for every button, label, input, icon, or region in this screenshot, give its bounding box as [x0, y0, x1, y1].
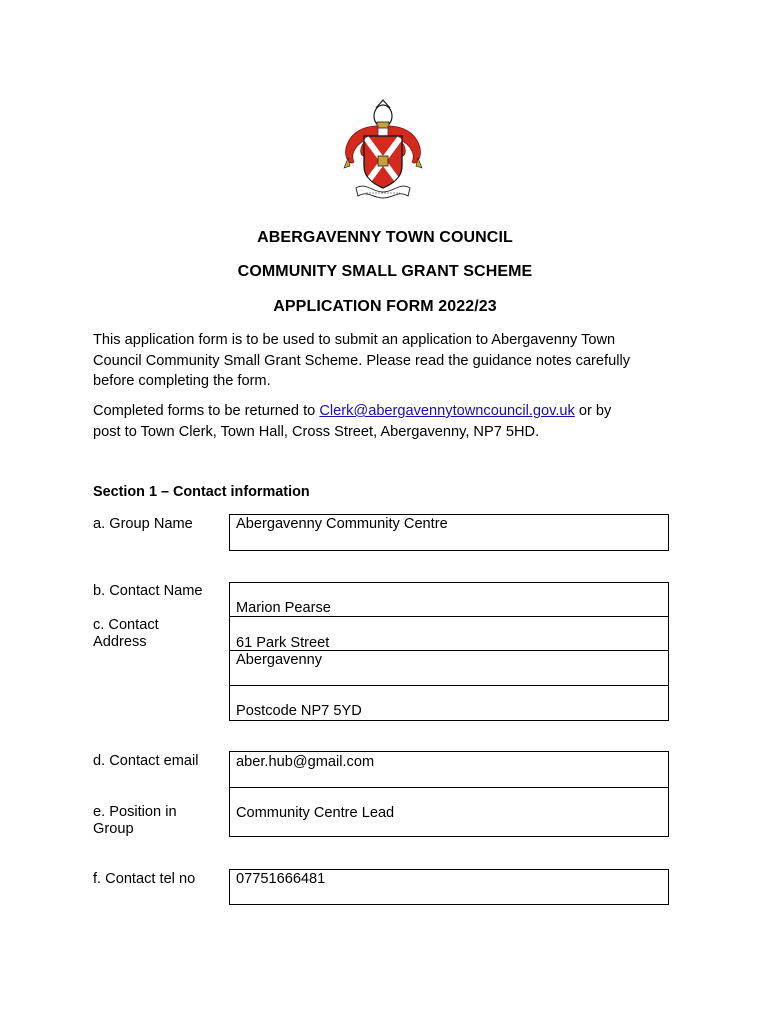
group-name-value: Abergavenny Community Centre: [236, 516, 448, 532]
clerk-email-link[interactable]: Clerk@abergavennytowncouncil.gov.uk: [319, 403, 575, 419]
return-paragraph: [93, 401, 683, 442]
intro-line: Council Community Small Grant Scheme. Please read the guidance notes carefully: [93, 352, 630, 369]
contact-name-label: b. Contact Name: [93, 583, 203, 599]
position-label-line: Group: [93, 821, 134, 837]
scheme-title: COMMUNITY SMALL GRANT SCHEME: [237, 263, 533, 280]
contact-address-label-line: c. Contact: [93, 617, 159, 633]
form-title: APPLICATION FORM 2022/23: [273, 298, 497, 315]
divider: [229, 685, 669, 686]
return-suffix: or by: [574, 403, 612, 419]
address-line2-value: Abergavenny: [236, 652, 323, 668]
contact-address-label: [93, 617, 159, 651]
contact-address-label-line: Address: [93, 634, 147, 650]
section-title: Section 1 – Contact information: [93, 484, 310, 500]
return-line: [93, 401, 683, 422]
contact-email-value: aber.hub@gmail.com: [236, 754, 375, 770]
position-value: Community Centre Lead: [236, 805, 395, 821]
group-name-label: a. Group Name: [93, 516, 193, 532]
postcode-value: Postcode NP7 5YD: [236, 703, 362, 719]
intro-paragraph: [93, 330, 683, 392]
address-line1-value: 61 Park Street: [236, 635, 330, 651]
coat-of-arms-icon: [336, 96, 430, 200]
tel-label: f. Contact tel no: [93, 871, 196, 887]
return-address: post to Town Clerk, Town Hall, Cross Street, Abergavenny, NP7 5HD.: [93, 423, 540, 440]
position-label: [93, 804, 177, 838]
council-title: ABERGAVENNY TOWN COUNCIL: [257, 229, 513, 246]
position-label-line: e. Position in: [93, 804, 177, 820]
tel-value: 07751666481: [236, 871, 326, 887]
contact-email-label: d. Contact email: [93, 753, 199, 769]
contact-name-value: Marion Pearse: [236, 600, 331, 616]
return-prefix: Completed forms to be returned to: [93, 403, 320, 419]
intro-line: before completing the form.: [93, 373, 271, 389]
intro-line: This application form is to be used to submit an application to Abergavenny Town: [93, 332, 616, 348]
